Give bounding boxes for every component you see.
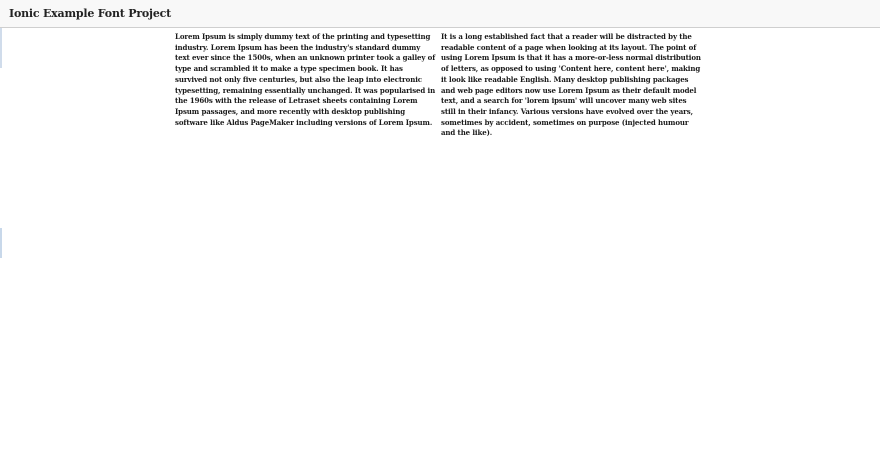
left-edge-indicator [0,28,2,464]
app-header [0,0,880,28]
text-paragraph-right: It is a long established fact that a reader will be distracted by the readable content of a page when looking at its layout. The point of using Lorem Ipsum is that it has a more-or-less normal distribution of letters, as opposed to using 'Content here, content here', making it look like readable English. Many desktop publishing packages and web page editors now use Lorem Ipsum as their default model text, and a search for 'lorem ipsum' will uncover many web sites still in their infancy. Various versions have evolved over the years, sometimes by accident, sometimes on purpose (injected humour and the like). [441,32,701,138]
text-paragraph-left: Lorem Ipsum is simply dummy text of the printing and typesetting industry. Lorem Ipsum has been the industry's standard dummy text ever since the 1500s, when an unknown printer took a galley of type and scrambled it to make a type specimen book. It has survived not only five centuries, but also the leap into electronic typesetting, remaining essentially unchanged. It was popularised in the 1960s with the release of Letraset sheets containing Lorem Ipsum passages, and more recently with desktop publishing software like Aldus PageMaker including versions of Lorem Ipsum. [175,32,436,127]
page-title: Ionic Example Font Project [9,7,172,20]
